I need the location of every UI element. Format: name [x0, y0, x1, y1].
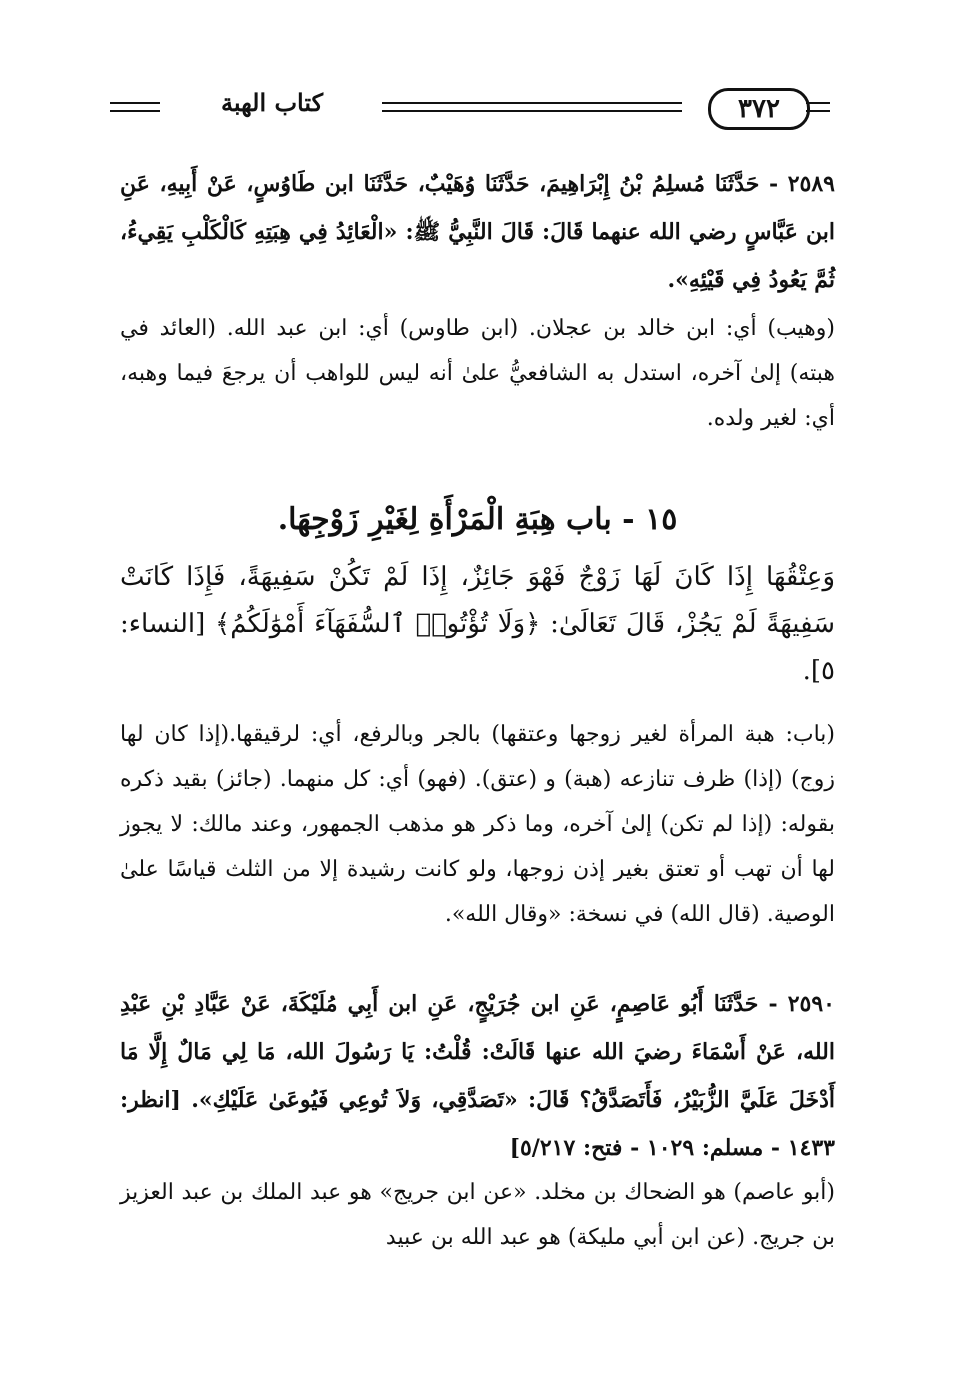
chapter-body	[120, 554, 835, 695]
hadith-2590-text: ٢٥٩٠ - حَدَّثَنَا أَبُو عَاصِمٍ، عَنِ ابن جُرَيْجٍ، عَنِ ابن أَبِي مُلَيْكَةَ، عَنْ عَبَّادِ بْنِ عَبْدِ الله، عَنْ أَسْمَاءَ رضيَ الله عنها قَالَتْ: قُلْتُ: يَا رَسُولَ الله، مَا لِي مَالٌ إِلَّا مَا أَدْخَلَ عَلَيَّ الزُّبَيْرُ، فَأَتَصَدَّقُ؟ قَالَ: «تَصَدَّقِي، وَلاَ تُوعِي فَيُوعَىٰ عَلَيْكِ». [انظر: ١٤٣٣ - مسلم: ١٠٢٩ - فتح: ٥/٢١٧]	[120, 991, 835, 1161]
chapter-body-text: وَعِتْقُهَا إِذَا كَانَ لَهَا زَوْجٌ فَهْوَ جَائِزٌ، إِذَا لَمْ تَكُنْ سَفِيهَةً، فَإِذَا كَانَتْ سَفِيهَةً لَمْ يَجُزْ، قَالَ تَعَالَىٰ: ﴿وَلَا تُؤْتُوا۟ ٱلسُّفَهَآءَ أَمْوَٰلَكُمُ﴾ [النساء: ٥].	[120, 562, 835, 686]
commentary-2	[120, 712, 835, 937]
header-rule-mid-upper	[382, 102, 682, 104]
chapter-title: ١٥ - باب هِبَةِ الْمَرْأَةِ لِغَيْرِ زَوْجِهَا.	[277, 502, 678, 537]
header-rule-right-upper	[806, 102, 830, 104]
commentary-1	[120, 306, 835, 441]
header-rule-mid-lower	[382, 110, 682, 112]
commentary-2-text: (باب: هبة المرأة لغير زوجها وعتقها) بالجر وبالرفع، أي: لرقيقها.(إذا كان لها زوج) (إذا) ظرف تنازعه (هبة) و (عتق). (فهو) أي: كل منهما. (جائز) بقيد ذكره بقوله: (إذا لم تكن) إلىٰ آخره، وما ذكر هو مذهب الجمهور، وعند مالك: لا يجوز لها أن تهب أو تعتق بغير إذن زوجها، ولو كانت رشيدة إلا من الثلث قياسًا علىٰ الوصية. (قال الله) في نسخة: «وقال الله».	[120, 722, 836, 927]
hadith-2589-text: ٢٥٨٩ - حَدَّثَنَا مُسلِمُ بْنُ إِبْرَاهِيمَ، حَدَّثَنَا وُهَيْبٌ، حَدَّثَنَا ابن طَاوُسٍ، عَنْ أَبِيهِ، عَنِ ابن عَبَّاسٍ رضي الله عنهما قَالَ: قَالَ النَّبِيُّ ﷺ: «الْعَائِدُ فِي هِبَتِهِ كَالْكَلْبِ يَقِيءُ، ثُمَّ يَعُودُ فِي قَيْئِهِ».	[120, 171, 835, 293]
commentary-3-text: (أبو عاصم) هو الضحاك بن مخلد. «عن ابن جريج» هو عبد الملك بن عبد العزيز بن جريج. (عن ابن أبي مليكة) هو عبد الله بن عبيد	[120, 1180, 835, 1250]
commentary-1-text: (وهيب) أي: ابن خالد بن عجلان. (ابن طاوس) أي: ابن عبد الله. (العائد في هبته) إلىٰ آخره، استدل به الشافعيُّ علىٰ أنه ليس للواهب أن يرجعَ فيما وهبه، أي: لغير ولده.	[120, 316, 835, 431]
hadith-2589	[120, 160, 835, 304]
book-title: كتاب الهبة	[220, 88, 324, 117]
hadith-2590	[120, 980, 835, 1172]
header-rule-left-upper	[110, 102, 160, 104]
header-rule-left-lower	[110, 110, 160, 112]
header-rule-right-lower	[806, 110, 830, 112]
commentary-3	[120, 1170, 835, 1260]
page-header	[110, 84, 830, 132]
page-number: ٣٧٢	[708, 88, 810, 130]
